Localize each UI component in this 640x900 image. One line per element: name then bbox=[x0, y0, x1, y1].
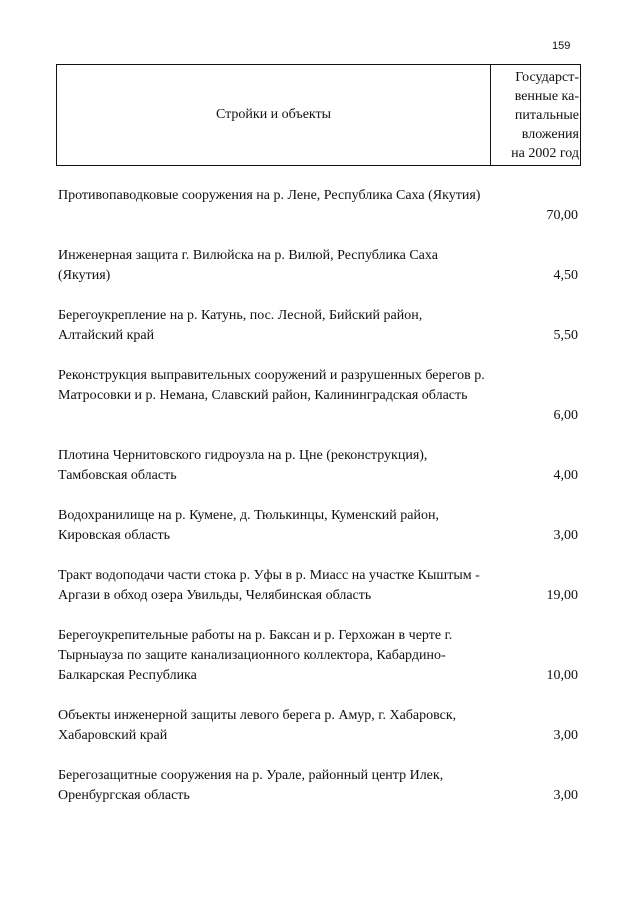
row-object-name: Берегозащитные сооружения на р. Урале, районный центр Илек, Оренбургская область bbox=[58, 768, 444, 803]
row-value: 3,00 bbox=[553, 528, 578, 543]
header-investments-line: Государст- bbox=[515, 69, 579, 85]
table-row bbox=[58, 186, 578, 226]
row-object-name: Берегоукрепительные работы на р. Баксан и р. Герхожан в черте г. Тырныауза по защите канализационного коллектора, Кабардино-Балкарская Республика bbox=[58, 628, 453, 683]
header-investments-line: питальные bbox=[514, 107, 579, 123]
table-row bbox=[58, 566, 578, 606]
row-value: 4,00 bbox=[553, 468, 578, 483]
header-investments-line: вложения bbox=[521, 126, 579, 142]
table-row bbox=[58, 626, 578, 686]
row-value: 4,50 bbox=[553, 268, 578, 283]
row-object-name: Берегоукрепление на р. Катунь, пос. Лесной, Бийский район, Алтайский край bbox=[58, 308, 423, 343]
table-row bbox=[58, 446, 578, 486]
table-row bbox=[58, 506, 578, 546]
row-value: 5,50 bbox=[553, 328, 578, 343]
table-row bbox=[58, 706, 578, 746]
header-investments-line: на 2002 год bbox=[511, 145, 579, 161]
row-value: 3,00 bbox=[553, 788, 578, 803]
row-value: 10,00 bbox=[546, 668, 578, 683]
row-object-name: Плотина Чернитовского гидроузла на р. Цне (реконструкция), Тамбовская область bbox=[58, 448, 428, 483]
row-object-name: Инженерная защита г. Вилюйска на р. Вилюй, Республика Саха (Якутия) bbox=[58, 248, 438, 283]
row-object-name: Противопаводковые сооружения на р. Лене, Республика Саха (Якутия) bbox=[58, 188, 481, 203]
header-investments-line: венные ка- bbox=[514, 88, 579, 104]
table-row bbox=[58, 246, 578, 286]
page-number: 159 bbox=[552, 40, 571, 52]
row-object-name: Объекты инженерной защиты левого берега р. Амур, г. Хабаровск, Хабаровский край bbox=[58, 708, 457, 743]
row-value: 6,00 bbox=[553, 408, 578, 423]
table-row bbox=[58, 306, 578, 346]
table-row bbox=[58, 766, 578, 806]
row-value: 70,00 bbox=[546, 208, 578, 223]
header-objects-label: Стройки и объекты bbox=[215, 107, 332, 122]
row-object-name: Реконструкция выправительных сооружений и разрушенных берегов р. Матросовки и р. Немана, Славский район, Калининградская область bbox=[58, 368, 485, 403]
row-value: 19,00 bbox=[546, 588, 578, 603]
row-value: 3,00 bbox=[553, 728, 578, 743]
row-object-name: Тракт водоподачи части стока р. Уфы в р. Миасс на участке Кыштым - Аргази в обход озера Увильды, Челябинская область bbox=[58, 568, 480, 603]
table-row bbox=[58, 366, 578, 426]
row-object-name: Водохранилище на р. Кумене, д. Тюлькинцы, Куменский район, Кировская область bbox=[58, 508, 439, 543]
